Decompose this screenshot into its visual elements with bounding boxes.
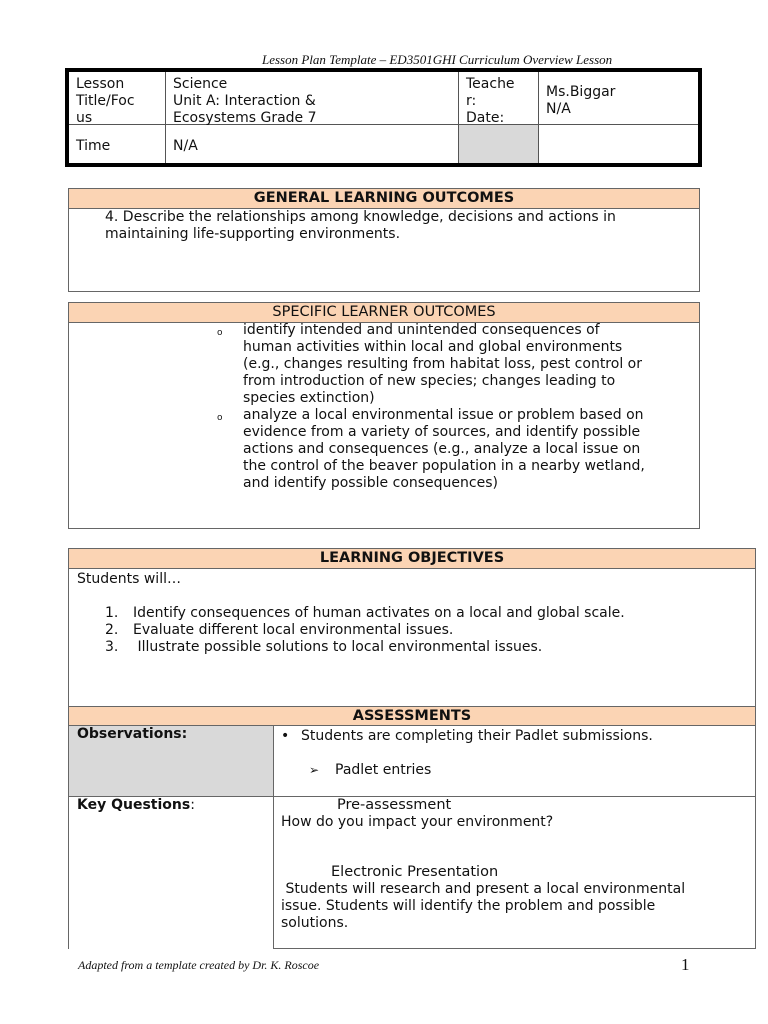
pre-assessment-heading: Pre-assessment [337,797,452,813]
observations-label: Observations: [77,726,188,742]
specific-outcomes-heading: SPECIFIC LEARNER OUTCOMES [69,303,699,323]
objectives-assessments-box [68,548,756,949]
teacher-date-value [539,80,699,122]
key-questions-row [69,797,755,949]
objectives-intro: Students will… [77,571,181,587]
general-outcome-text: 4. Describe the relationships among knowledge, decisions and actions in maintaining life-supporting environments. [105,209,616,242]
time-label: Time [76,138,111,154]
specific-outcomes-box [68,302,700,529]
electronic-presentation-heading: Electronic Presentation [331,864,499,880]
teacher-date-label: Teache r: Date: [466,76,515,126]
padlet-entries-item: ➢ Padlet entries [309,762,432,778]
observations-row [69,726,755,797]
general-outcomes-box [68,188,700,292]
specific-outcome-item: identify intended and unintended consequences of human activities within local and global environments (e.g., changes resulting from habitat loss, pest control or from introduction of new species; changes leading to species extinction) [243,322,642,406]
bullet-circle-icon: o [217,413,223,423]
list-item: 2. Evaluate different local environmental issues. [105,622,454,638]
arrow-bullet-icon: ➢ [309,763,320,777]
bullet-circle-icon: o [217,328,223,338]
list-item: 3. Illustrate possible solutions to local environmental issues. [105,639,543,655]
lesson-title-label: Lesson Title/Foc us [76,76,135,126]
lesson-title-value: Science Unit A: Interaction & Ecosystems Grade 7 [173,76,317,126]
time-value: N/A [173,138,198,154]
teacher-name: Ms.Biggar [546,84,616,100]
objectives-list [105,605,625,656]
date-value: N/A [546,101,571,117]
learning-objectives-heading: LEARNING OBJECTIVES [69,549,755,569]
lesson-info-table [65,68,702,167]
general-outcomes-heading: GENERAL LEARNING OUTCOMES [69,189,699,209]
key-questions-label: Key Questions: [77,797,195,813]
observations-bullet: • Students are completing their Padlet submissions. [281,728,653,744]
list-item: 1. Identify consequences of human activates on a local and global scale. [105,605,625,621]
specific-outcome-item: analyze a local environmental issue or problem based on evidence from a variety of sources, and identify possible actions and consequences (e.g., analyze a local issue on the control of the beaver population in a nearby wetland, and identify possible consequences) [243,407,645,491]
footer-credit: Adapted from a template created by Dr. K. Roscoe [78,958,320,972]
page-number: 1 [681,955,690,974]
observations-label-cell [69,726,274,796]
pre-assessment-question: How do you impact your environment? [281,814,554,830]
presentation-description: Students will research and present a local environmental issue. Students will identify the problem and possible solutions. [281,881,686,931]
assessments-heading: ASSESSMENTS [69,706,755,726]
document-header-title: Lesson Plan Template – ED3501GHI Curriculum Overview Lesson [262,52,613,67]
key-questions-label-cell [69,797,274,949]
